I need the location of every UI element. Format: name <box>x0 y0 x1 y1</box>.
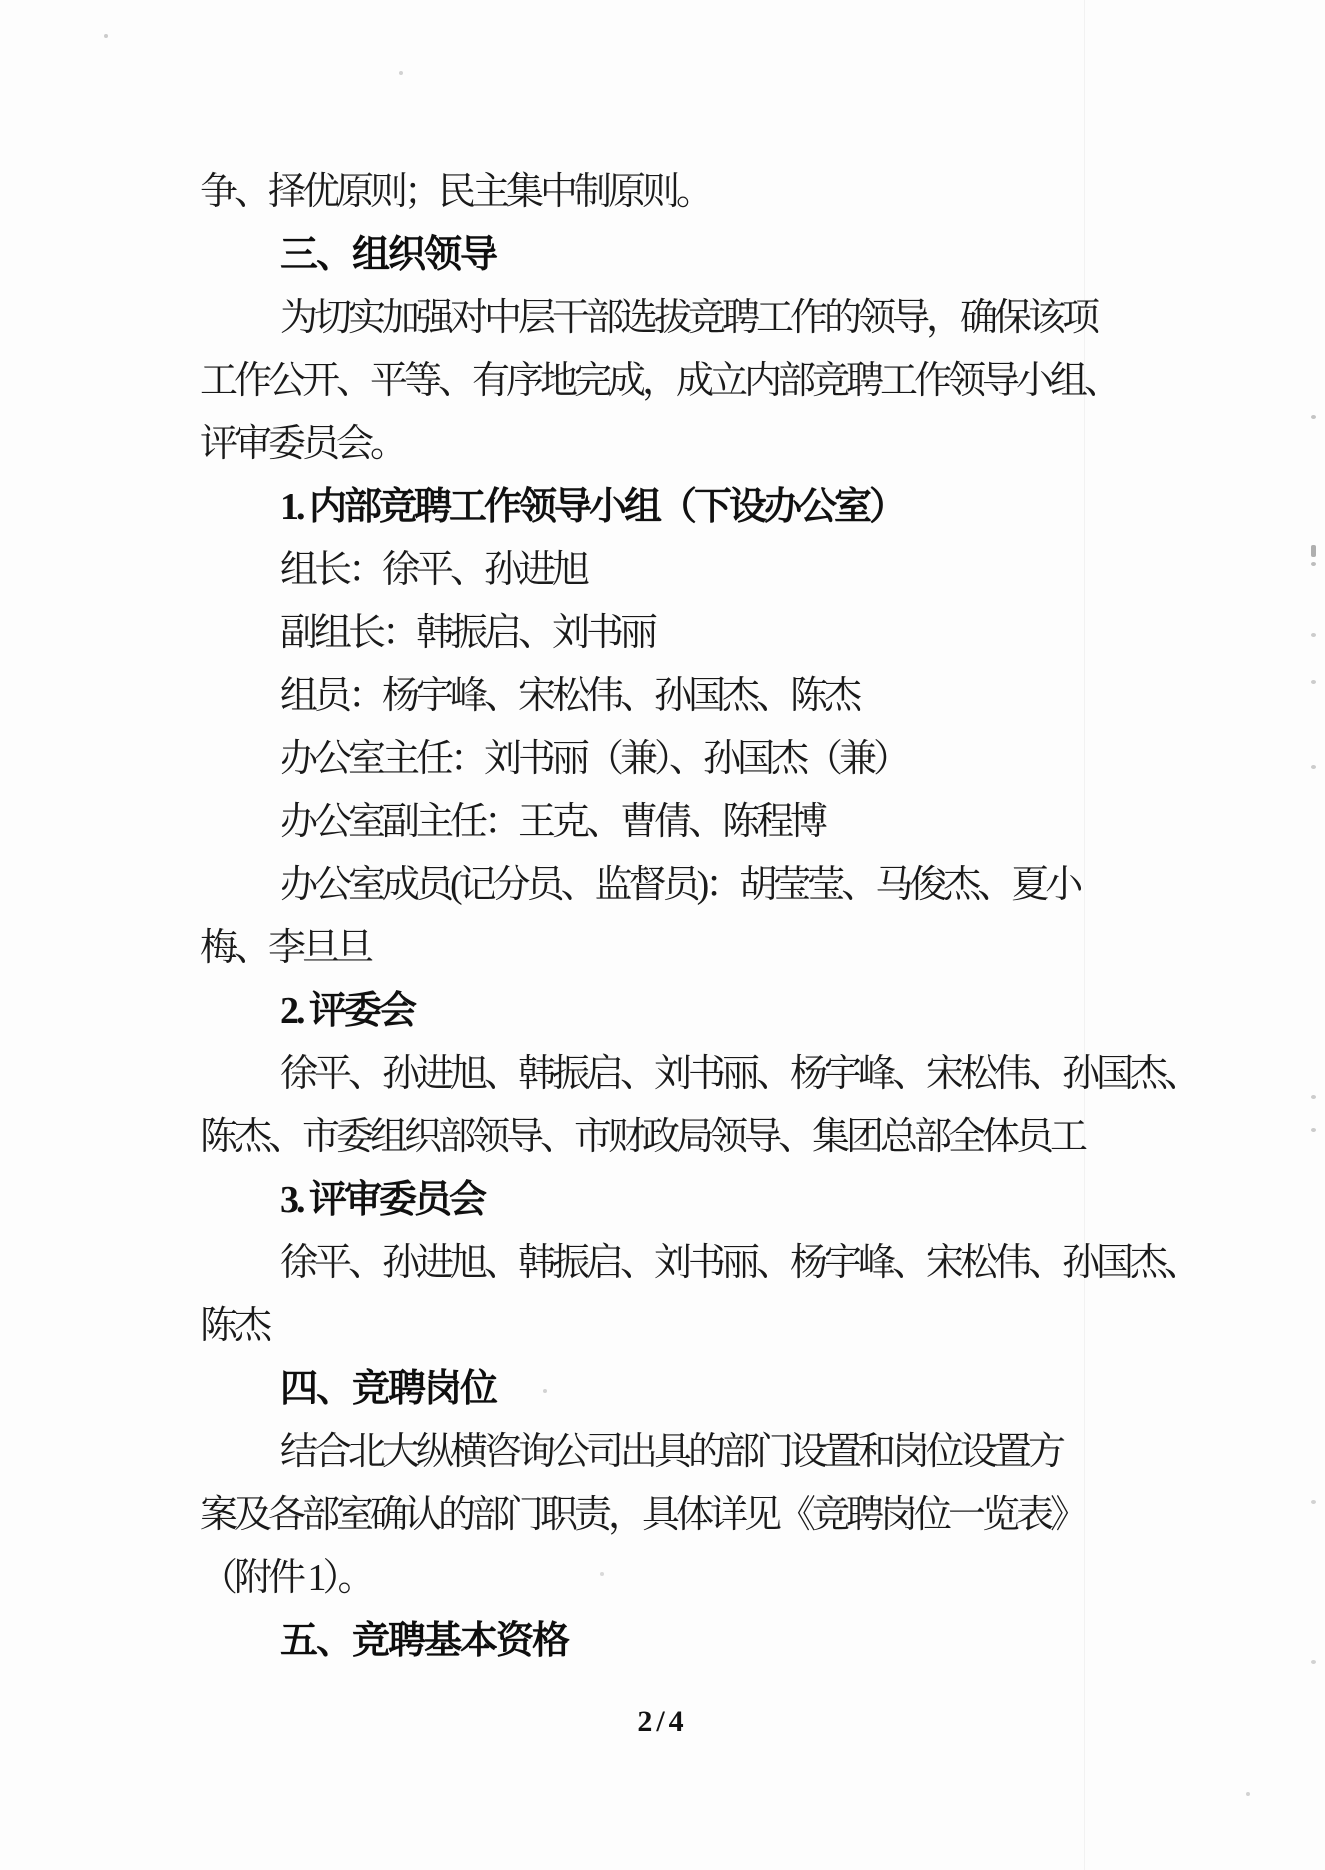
document-text-block <box>200 161 1199 1673</box>
scan-speck <box>399 71 403 75</box>
page-number: 2/4 <box>637 1705 688 1738</box>
text-line: 陈杰、市委组织部领导、市财政局领导、集团总部全体员工 <box>200 1116 1085 1158</box>
section-heading: 五、竞聘基本资格 <box>280 1620 569 1662</box>
scan-speck <box>1311 1500 1316 1504</box>
scan-edge-line <box>1084 0 1085 1870</box>
numbered-heading: 3. 评审委员会 <box>280 1179 485 1221</box>
text-line: 评审委员会。 <box>200 423 405 465</box>
text-line: 陈杰 <box>200 1305 269 1347</box>
text-line: 徐平、孙进旭、韩振启、刘书丽、杨宇峰、宋松伟、孙国杰、 <box>280 1053 1199 1095</box>
text-line: 徐平、孙进旭、韩振启、刘书丽、杨宇峰、宋松伟、孙国杰、 <box>280 1242 1199 1284</box>
text-line: 梅、李旦旦 <box>200 927 371 969</box>
scan-speck <box>600 1572 604 1576</box>
scan-speck <box>1246 1792 1250 1796</box>
scan-speck <box>1311 1128 1316 1132</box>
text-line: 办公室主任：刘书丽（兼）、孙国杰（兼） <box>280 738 908 780</box>
scan-speck <box>1311 765 1316 769</box>
scan-speck <box>1311 1660 1316 1664</box>
scan-speck <box>1311 633 1316 637</box>
text-line: 为切实加强对中层干部选拔竞聘工作的领导，确保该项 <box>280 297 1097 339</box>
scan-speck <box>1311 415 1316 419</box>
section-heading: 四、竞聘岗位 <box>280 1368 497 1410</box>
scan-speck <box>1311 1095 1316 1099</box>
text-line: 组长：徐平、孙进旭 <box>280 549 587 591</box>
scan-speck <box>1311 680 1316 684</box>
numbered-heading: 2. 评委会 <box>280 990 415 1032</box>
text-line: 案及各部室确认的部门职责，具体详见《竞聘岗位一览表》 <box>200 1494 1085 1536</box>
text-line: 副组长：韩振启、刘书丽 <box>280 612 655 654</box>
text-line: 办公室成员(记分员、监督员)：胡莹莹、马俊杰、夏小 <box>280 864 1080 906</box>
text-line: 办公室副主任：王克、曹倩、陈程博 <box>280 801 825 843</box>
section-heading: 三、组织领导 <box>280 234 497 276</box>
text-line: 组员：杨宇峰、宋松伟、孙国杰、陈杰 <box>280 675 859 717</box>
text-line: 工作公开、平等、有序地完成，成立内部竞聘工作领导小组、 <box>200 360 1119 402</box>
numbered-heading: 1. 内部竞聘工作领导小组（下设办公室） <box>280 486 905 528</box>
scan-speck <box>1311 562 1316 566</box>
text-line: （附件 1）。 <box>200 1557 372 1599</box>
scan-speck <box>104 34 108 38</box>
scan-speck <box>1311 545 1316 557</box>
text-line: 结合北大纵横咨询公司出具的部门设置和岗位设置方 <box>280 1431 1063 1473</box>
scan-speck <box>543 1389 547 1393</box>
text-line: 争、择优原则；民主集中制原则。 <box>200 171 711 213</box>
